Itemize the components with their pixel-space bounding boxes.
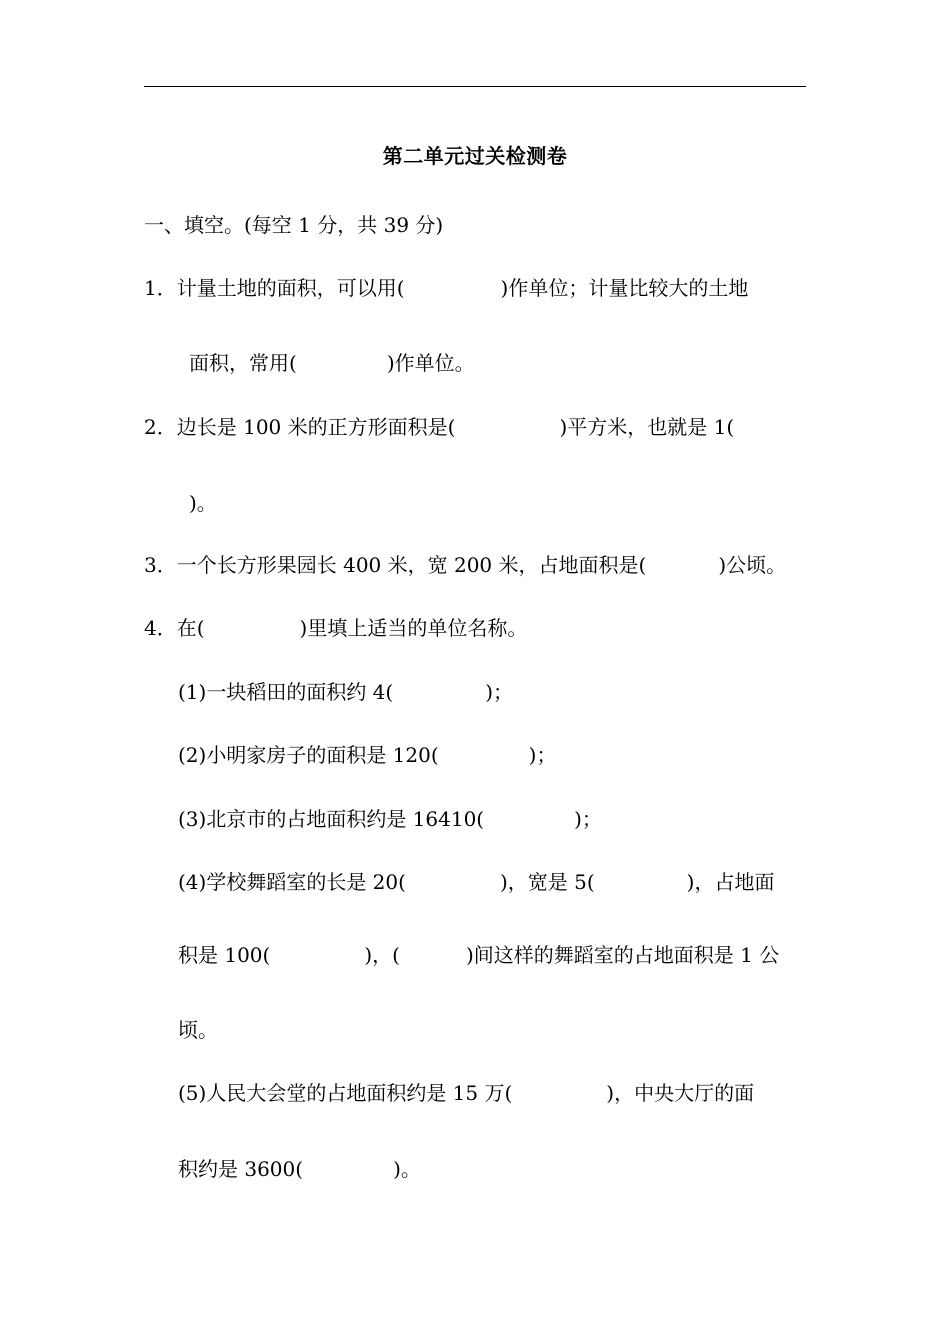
question-4-sub-5-line-2: 积约是 3600( )。 [178, 1157, 421, 1181]
question-1-line-2: 面积，常用( )作单位。 [189, 351, 475, 375]
question-number: 3． [144, 553, 177, 577]
page-title: 第二单元过关检测卷 [382, 144, 568, 168]
question-2-line-1: 2．边长是 100 米的正方形面积是( )平方米，也就是 1( [144, 415, 735, 439]
section-heading: 一、填空。(每空 1 分，共 39 分) [144, 213, 444, 237]
question-4-sub-4-line-3: 顷。 [178, 1018, 218, 1042]
question-number: 1． [144, 276, 177, 300]
question-4-sub-4-line-1: (4)学校舞蹈室的长是 20( )，宽是 5( )，占地面 [178, 870, 775, 894]
question-4-sub-2: (2)小明家房子的面积是 120( )； [178, 743, 557, 767]
question-4-sub-4-line-2: 积是 100( )，( )间这样的舞蹈室的占地面积是 1 公 [178, 943, 780, 967]
question-number: 2． [144, 415, 177, 439]
question-number: 4． [144, 616, 177, 640]
header-rule [144, 86, 806, 87]
question-1-line-1: 1．计量土地的面积，可以用( )作单位；计量比较大的土地 [144, 276, 749, 300]
question-4-line-1: 4．在( )里填上适当的单位名称。 [144, 616, 528, 640]
question-4-sub-3: (3)北京市的占地面积约是 16410( )； [178, 807, 602, 831]
question-4-sub-5-line-1: (5)人民大会堂的占地面积约是 15 万( )，中央大厅的面 [178, 1081, 755, 1105]
question-3-line-1: 3．一个长方形果园长 400 米，宽 200 米，占地面积是( )公顷。 [144, 553, 787, 577]
question-4-sub-1: (1)一块稻田的面积约 4( )； [178, 680, 514, 704]
question-2-line-2: )。 [189, 491, 217, 515]
